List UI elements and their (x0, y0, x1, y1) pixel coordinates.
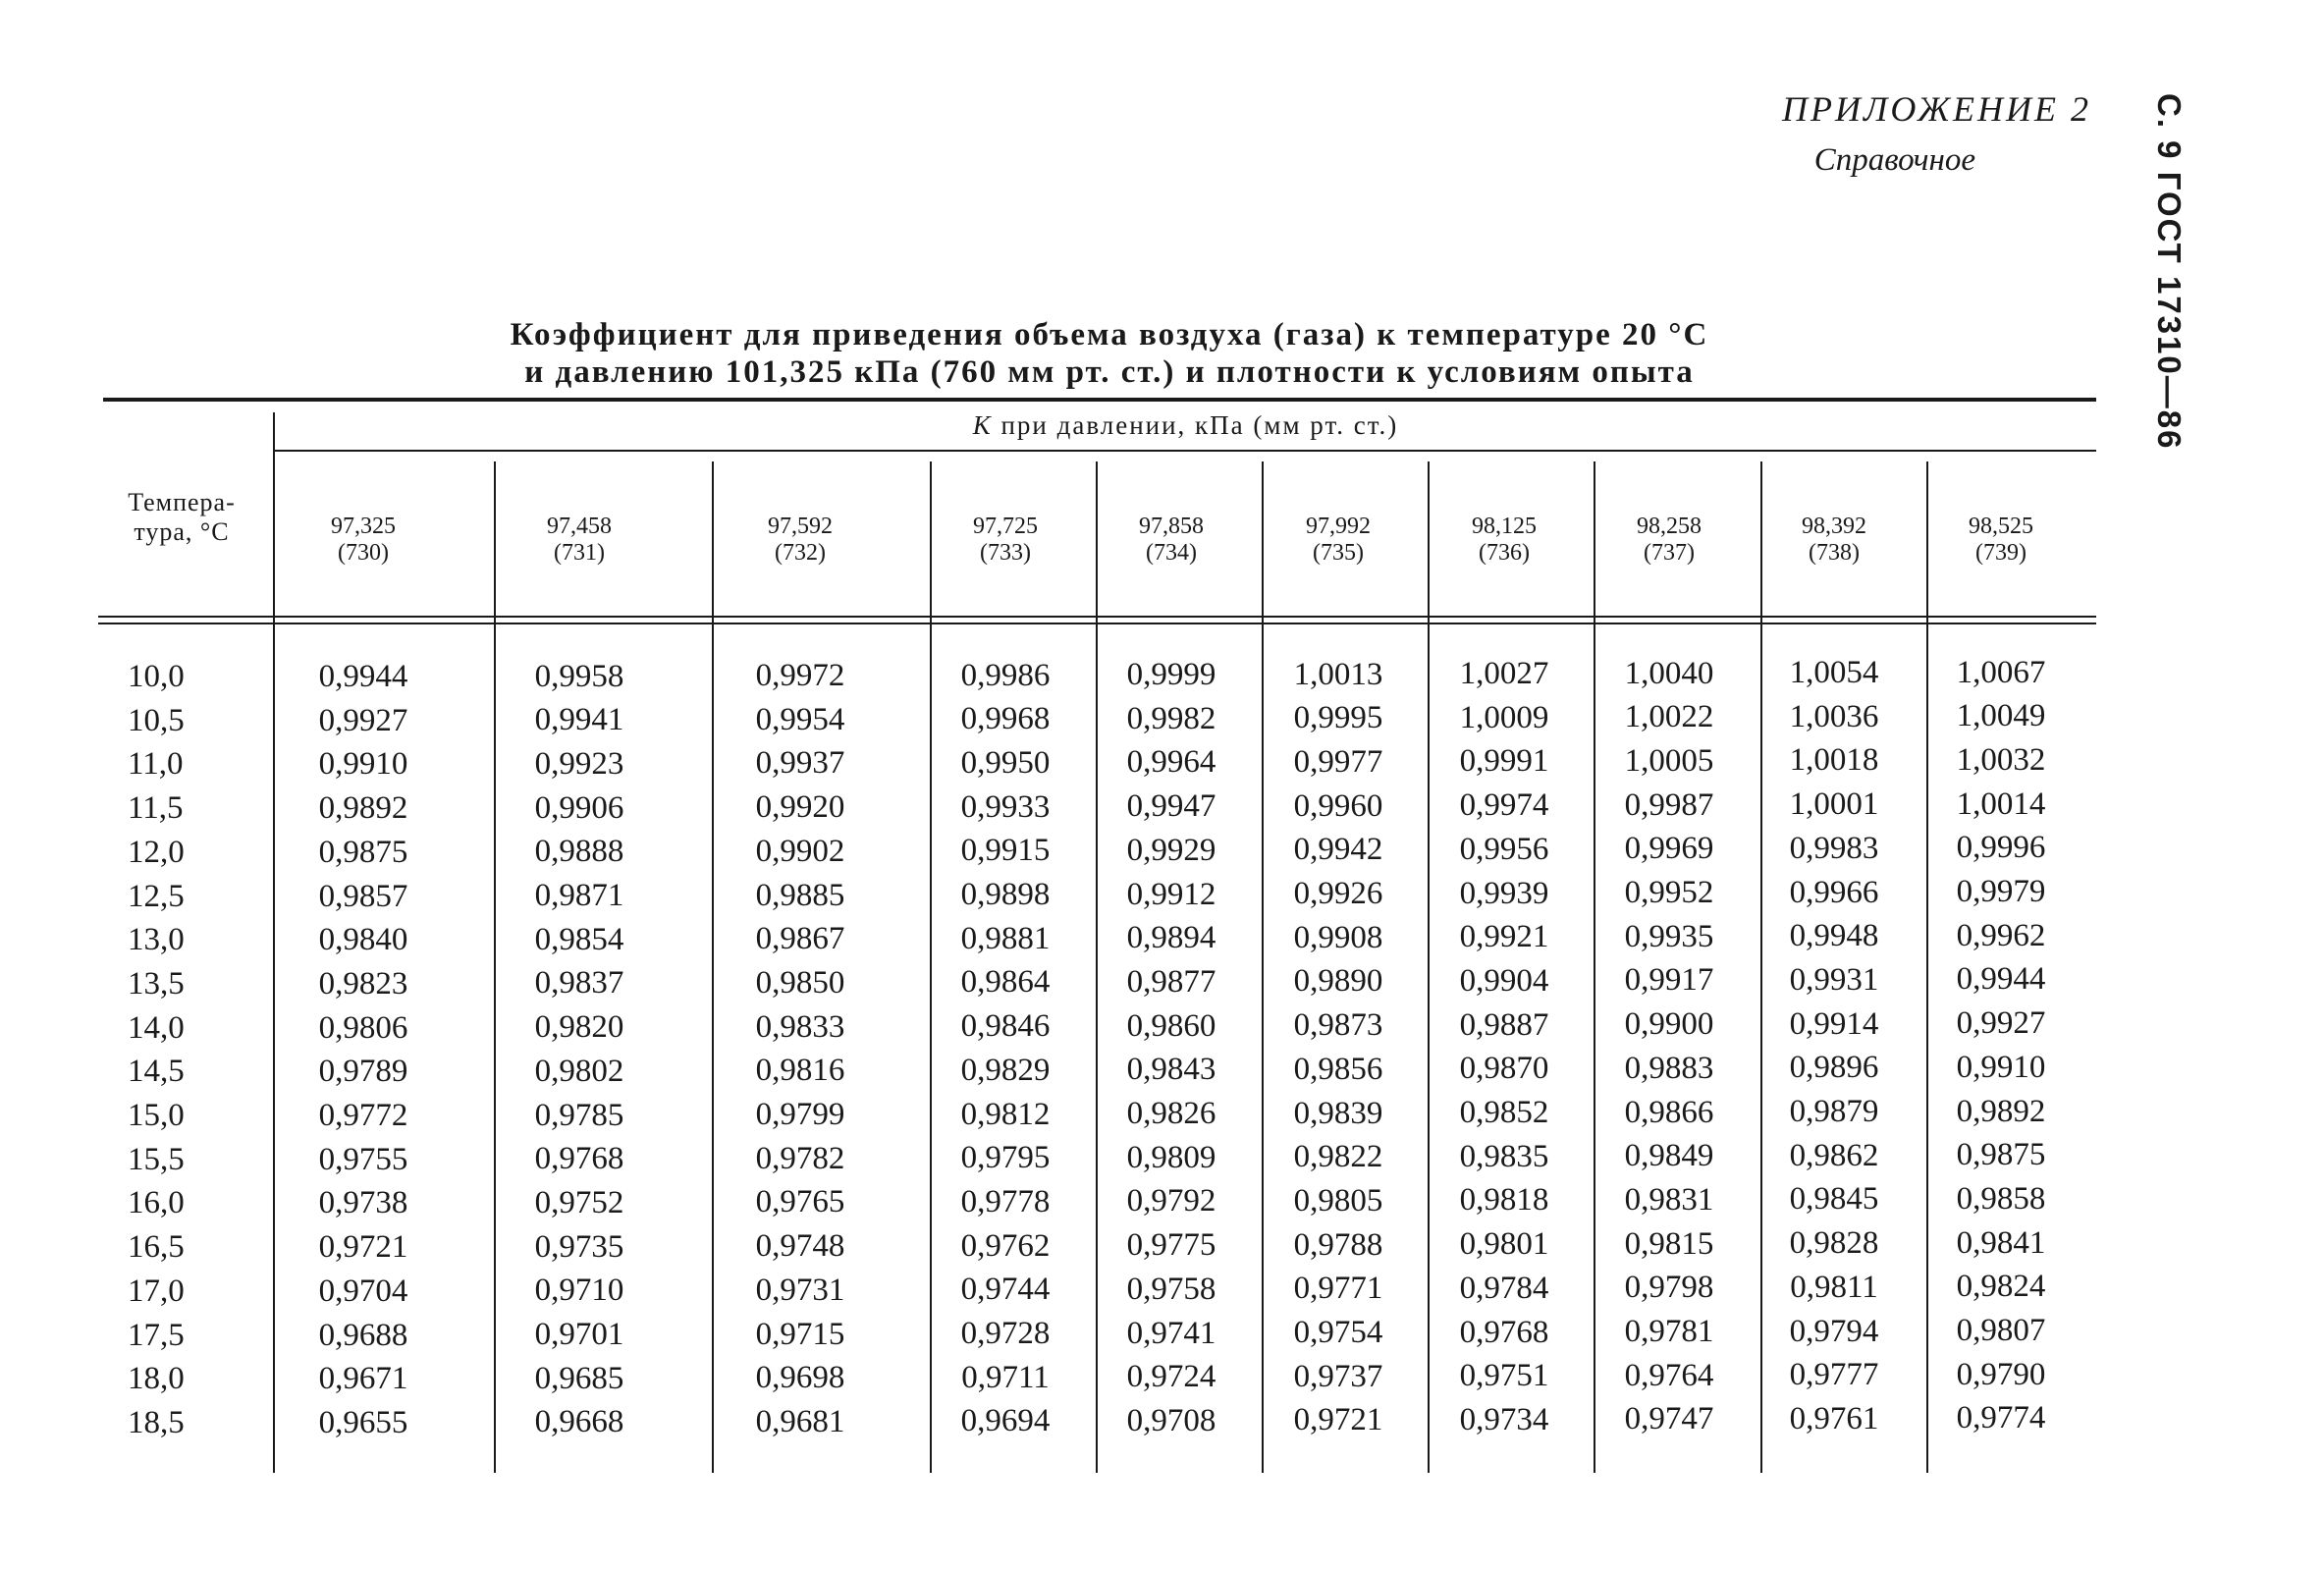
coefficient-cell: 0,9755 (318, 1141, 408, 1177)
coefficient-cell: 0,9941 (534, 702, 624, 738)
coefficient-cell: 0,9972 (755, 658, 845, 693)
coefficient-cell: 0,9885 (755, 877, 845, 913)
coefficient-cell: 0,9939 (1459, 875, 1549, 911)
coefficient-cell: 0,9741 (1126, 1315, 1216, 1351)
pressure-kpa: 97,992 (1306, 514, 1371, 539)
coefficient-cell: 0,9977 (1293, 743, 1383, 780)
coefficient-cell: 0,9843 (1126, 1052, 1216, 1088)
coefficient-cell: 0,9892 (1956, 1093, 2046, 1129)
coefficient-cell: 0,9921 (1459, 919, 1549, 955)
coefficient-cell: 0,9964 (1126, 744, 1216, 781)
temperature-value: 14,5 (128, 1054, 185, 1090)
coefficient-cell: 0,9887 (1459, 1006, 1549, 1043)
coefficient-cell: 0,9775 (1126, 1227, 1216, 1264)
coefficient-cell: 0,9837 (534, 965, 624, 1002)
coefficient-cell: 0,9798 (1624, 1270, 1714, 1306)
coefficient-cell: 0,9761 (1789, 1400, 1879, 1436)
coefficient-cell: 0,9999 (1126, 657, 1216, 692)
coefficient-cell: 0,9694 (960, 1403, 1051, 1439)
pressure-mmhg: (733) (980, 540, 1031, 566)
coefficient-cell: 1,0067 (1956, 654, 2046, 690)
pressure-column-header (511, 514, 648, 567)
k-header-text: при давлении, кПа (мм рт. ст.) (992, 410, 1399, 440)
k-symbol: К (972, 410, 993, 440)
coefficient-cell: 0,9969 (1624, 831, 1714, 867)
coefficient-cell: 0,9931 (1789, 961, 1879, 998)
column-divider (1096, 461, 1098, 1473)
coefficient-cell: 0,9927 (318, 702, 408, 738)
coefficient-cell: 0,9870 (1459, 1051, 1549, 1087)
pressure-mmhg: (736) (1479, 540, 1530, 566)
k-header-rule (275, 450, 2096, 452)
coefficient-cell: 0,9987 (1624, 786, 1714, 823)
temperature-value: 10,0 (128, 659, 185, 694)
coefficient-cell: 0,9807 (1956, 1313, 2046, 1348)
coefficient-cell: 0,9864 (960, 964, 1051, 1001)
pressure-kpa: 98,525 (1969, 514, 2033, 539)
coefficient-cell: 1,0018 (1789, 742, 1879, 779)
coefficient-cell: 0,9933 (960, 788, 1051, 825)
coefficient-cell: 0,9840 (318, 922, 408, 958)
temperature-header-line-2: тура, °С (134, 517, 230, 546)
coefficient-cell: 0,9668 (534, 1404, 624, 1440)
coefficient-cell: 0,9788 (1293, 1226, 1383, 1263)
coefficient-cell: 0,9823 (318, 965, 408, 1002)
temperature-value: 17,5 (128, 1317, 185, 1353)
coefficient-cell: 0,9974 (1459, 787, 1549, 824)
pressure-column-header (731, 514, 869, 567)
coefficient-cell: 0,9906 (534, 789, 624, 826)
coefficient-cell: 0,9701 (534, 1317, 624, 1352)
coefficient-cell: 0,9948 (1789, 918, 1879, 954)
column-divider (1262, 461, 1264, 1473)
coefficient-cell: 0,9799 (755, 1097, 845, 1132)
coefficient-cell: 0,9688 (318, 1317, 408, 1353)
coefficient-cell: 1,0032 (1956, 741, 2046, 778)
coefficient-cell: 0,9785 (534, 1097, 624, 1133)
coefficient-cell: 0,9996 (1956, 830, 2046, 866)
coefficient-cell: 0,9781 (1624, 1314, 1714, 1349)
coefficient-cell: 0,9873 (1293, 1007, 1383, 1044)
column-divider (1926, 461, 1928, 1473)
pressure-column-header (295, 514, 432, 567)
coefficient-cell: 1,0014 (1956, 786, 2046, 822)
coefficient-cell: 1,0049 (1956, 698, 2046, 734)
coefficient-cell: 0,9710 (534, 1273, 624, 1309)
coefficient-cell: 1,0022 (1624, 699, 1714, 735)
pressure-mmhg: (731) (554, 540, 605, 566)
coefficient-cell: 0,9802 (534, 1053, 624, 1089)
pressure-kpa: 97,325 (331, 514, 396, 539)
coefficient-cell: 0,9871 (534, 878, 624, 913)
coefficient-cell: 0,9765 (755, 1184, 845, 1220)
coefficient-cell: 0,9715 (755, 1316, 845, 1352)
coefficient-cell: 0,9831 (1624, 1181, 1714, 1218)
coefficient-cell: 0,9966 (1789, 874, 1879, 910)
coefficient-cell: 0,9929 (1126, 832, 1216, 868)
pressure-mmhg: (732) (775, 540, 826, 566)
coefficient-cell: 0,9983 (1789, 830, 1879, 866)
temperature-value: 15,0 (128, 1098, 185, 1133)
temperature-header (103, 488, 260, 547)
coefficient-cell: 0,9721 (1293, 1402, 1383, 1438)
coefficient-cell: 1,0027 (1459, 656, 1549, 691)
coefficient-cell: 0,9758 (1126, 1271, 1216, 1307)
coefficient-cell: 0,9896 (1789, 1050, 1879, 1086)
coefficient-cell: 0,9818 (1459, 1182, 1549, 1219)
coefficient-cell: 0,9982 (1126, 700, 1216, 736)
table-top-rule (103, 398, 2096, 402)
column-divider (1428, 461, 1430, 1473)
coefficient-cell: 0,9771 (1293, 1271, 1383, 1307)
coefficient-cell: 0,9809 (1126, 1139, 1216, 1175)
temperature-value: 12,0 (128, 834, 185, 870)
coefficient-cell: 0,9845 (1789, 1181, 1879, 1218)
coefficient-cell: 0,9698 (755, 1360, 845, 1396)
coefficient-cell: 0,9815 (1624, 1225, 1714, 1262)
coefficient-cell: 0,9920 (755, 789, 845, 826)
temp-column-divider (273, 412, 275, 1473)
coefficient-cell: 0,9778 (960, 1183, 1051, 1219)
pressure-column-header (1600, 514, 1738, 567)
coefficient-cell: 0,9962 (1956, 917, 2046, 953)
pressure-kpa: 97,725 (973, 514, 1038, 539)
coefficient-cell: 0,9860 (1126, 1007, 1216, 1044)
pressure-kpa: 97,858 (1139, 514, 1204, 539)
temperature-value: 18,0 (128, 1361, 185, 1397)
coefficient-cell: 0,9822 (1293, 1139, 1383, 1175)
caption-line-2: и давлению 101,325 кПа (760 мм рт. ст.) и плотности к условиям опыта (524, 354, 1695, 390)
coefficient-cell: 0,9877 (1126, 963, 1216, 1000)
coefficient-cell: 0,9935 (1624, 918, 1714, 954)
coefficient-cell: 0,9942 (1293, 832, 1383, 868)
coefficient-cell: 0,9881 (960, 920, 1051, 956)
coefficient-cell: 0,9852 (1459, 1095, 1549, 1130)
coefficient-cell: 0,9952 (1624, 875, 1714, 910)
appendix-subtitle: Справочное (1813, 142, 1975, 178)
coefficient-cell: 0,9875 (318, 834, 408, 870)
coefficient-cell: 0,9820 (534, 1009, 624, 1046)
appendix-title: ПРИЛОЖЕНИЕ 2 (1782, 89, 2091, 129)
coefficient-cell: 0,9910 (1956, 1049, 2046, 1085)
coefficient-cell: 0,9816 (755, 1053, 845, 1089)
coefficient-cell: 0,9902 (755, 833, 845, 869)
coefficient-cell: 0,9912 (1126, 876, 1216, 912)
coefficient-cell: 1,0009 (1459, 699, 1549, 735)
pressure-mmhg: (730) (338, 540, 389, 566)
coefficient-cell: 0,9927 (1956, 1005, 2046, 1042)
pressure-kpa: 98,125 (1472, 514, 1537, 539)
temperature-header-line-1: Темпера- (128, 488, 236, 516)
coefficient-cell: 0,9782 (755, 1140, 845, 1176)
coefficient-cell: 0,9937 (755, 745, 845, 782)
column-divider (1594, 461, 1595, 1473)
coefficient-cell: 0,9805 (1293, 1182, 1383, 1219)
coefficient-cell: 0,9960 (1293, 787, 1383, 824)
coefficient-cell: 0,9915 (960, 833, 1051, 869)
coefficient-cell: 1,0036 (1789, 698, 1879, 734)
pressure-mmhg: (738) (1809, 540, 1860, 566)
column-divider (1760, 461, 1762, 1473)
coefficient-cell: 0,9867 (755, 921, 845, 957)
coefficient-cell: 0,9879 (1789, 1094, 1879, 1129)
coefficient-cell: 0,9892 (318, 790, 408, 827)
coefficient-cell: 0,9968 (960, 701, 1051, 737)
pressure-column-header (937, 514, 1074, 567)
pressure-kpa: 97,458 (547, 514, 612, 539)
pressure-mmhg: (739) (1975, 540, 2027, 566)
coefficient-cell: 0,9991 (1459, 743, 1549, 780)
coefficient-cell: 0,9923 (534, 745, 624, 782)
caption-line-1: Коэффициент для приведения объема воздуха (газа) к температуре 20 °С (510, 317, 1709, 352)
coefficient-cell: 0,9829 (960, 1052, 1051, 1088)
pressure-column-header (1270, 514, 1407, 567)
coefficient-cell: 0,9655 (318, 1404, 408, 1440)
coefficient-cell: 0,9857 (318, 878, 408, 914)
pressure-kpa: 98,258 (1637, 514, 1702, 539)
coefficient-cell: 0,9812 (960, 1096, 1051, 1132)
column-divider (712, 461, 714, 1473)
temperature-value: 14,0 (128, 1009, 185, 1046)
temperature-value: 12,5 (128, 878, 185, 914)
coefficient-cell: 0,9850 (755, 964, 845, 1001)
temperature-value: 10,5 (128, 702, 185, 738)
coefficient-cell: 0,9772 (318, 1098, 408, 1133)
coefficient-cell: 0,9866 (1624, 1094, 1714, 1130)
pressure-column-header (1765, 514, 1903, 567)
temperature-value: 13,0 (128, 922, 185, 958)
coefficient-cell: 0,9958 (534, 658, 624, 694)
coefficient-cell: 0,9792 (1126, 1183, 1216, 1219)
coefficient-cell: 0,9839 (1293, 1095, 1383, 1131)
coefficient-cell: 0,9841 (1956, 1224, 2046, 1261)
pressure-mmhg: (735) (1313, 540, 1364, 566)
coefficient-cell: 0,9828 (1789, 1225, 1879, 1262)
pressure-kpa: 97,592 (768, 514, 833, 539)
temperature-value: 15,5 (128, 1141, 185, 1177)
coefficient-cell: 0,9979 (1956, 874, 2046, 909)
coefficient-cell: 0,9826 (1126, 1096, 1216, 1131)
coefficient-cell: 0,9762 (960, 1227, 1051, 1264)
coefficient-cell: 0,9824 (1956, 1269, 2046, 1305)
coefficient-cell: 0,9875 (1956, 1137, 2046, 1173)
coefficient-cell: 0,9794 (1789, 1313, 1879, 1349)
coefficient-cell: 1,0005 (1624, 742, 1714, 779)
coefficient-cell: 0,9858 (1956, 1180, 2046, 1217)
coefficient-cell: 0,9954 (755, 701, 845, 737)
coefficient-cell: 0,9947 (1126, 788, 1216, 825)
coefficient-cell: 0,9862 (1789, 1137, 1879, 1173)
coefficient-cell: 0,9914 (1789, 1005, 1879, 1042)
coefficient-cell: 0,9738 (318, 1185, 408, 1221)
coefficient-cell: 0,9944 (1956, 961, 2046, 998)
coefficient-cell: 0,9764 (1624, 1357, 1714, 1393)
coefficient-cell: 0,9898 (960, 877, 1051, 912)
coefficient-cell: 0,9846 (960, 1008, 1051, 1045)
coefficient-cell: 0,9795 (960, 1140, 1051, 1176)
coefficient-cell: 0,9790 (1956, 1356, 2046, 1392)
pressure-column-header (1435, 514, 1573, 567)
coefficient-cell: 0,9833 (755, 1008, 845, 1045)
coefficient-cell: 0,9986 (960, 657, 1051, 693)
coefficient-cell: 0,9784 (1459, 1270, 1549, 1306)
coefficient-cell: 0,9806 (318, 1009, 408, 1046)
coefficient-cell: 0,9910 (318, 746, 408, 783)
pressure-column-header (1932, 514, 2070, 567)
coefficient-cell: 0,9711 (961, 1359, 1050, 1395)
coefficient-cell: 0,9721 (318, 1229, 408, 1266)
coefficient-cell: 0,9854 (534, 921, 624, 957)
temperature-value: 17,0 (128, 1273, 185, 1309)
coefficient-cell: 0,9728 (960, 1316, 1051, 1351)
pressure-mmhg: (737) (1644, 540, 1695, 566)
coefficient-cell: 0,9900 (1624, 1006, 1714, 1043)
temperature-value: 16,5 (128, 1229, 185, 1266)
table-caption (373, 316, 1846, 391)
coefficient-cell: 0,9894 (1126, 920, 1216, 956)
coefficient-cell: 0,9747 (1624, 1401, 1714, 1437)
coefficient-cell: 0,9801 (1459, 1226, 1549, 1263)
coefficient-cell: 1,0001 (1789, 786, 1879, 823)
temperature-value: 11,0 (128, 746, 184, 783)
coefficient-cell: 0,9774 (1956, 1400, 2046, 1436)
coefficient-cell: 0,9708 (1126, 1402, 1216, 1438)
coefficient-cell: 0,9735 (534, 1228, 624, 1265)
coefficient-cell: 0,9704 (318, 1273, 408, 1309)
coefficient-cell: 0,9789 (318, 1054, 408, 1090)
coefficient-cell: 0,9748 (755, 1228, 845, 1265)
page-standard-code: С. 9 ГОСТ 17310—86 (2151, 93, 2188, 451)
coefficient-cell: 0,9904 (1459, 962, 1549, 999)
coefficient-cell: 0,9768 (534, 1141, 624, 1177)
coefficient-cell: 0,9956 (1459, 831, 1549, 867)
coefficient-cell: 0,9752 (534, 1184, 624, 1220)
coefficient-cell: 1,0040 (1624, 655, 1714, 691)
coefficient-cell: 1,0013 (1293, 656, 1383, 692)
coefficient-cell: 0,9995 (1293, 700, 1383, 736)
coefficient-cell: 0,9908 (1293, 919, 1383, 955)
column-divider (930, 461, 932, 1473)
coefficient-cell: 0,9671 (318, 1361, 408, 1397)
coefficient-cell: 0,9835 (1459, 1138, 1549, 1174)
column-divider (494, 461, 496, 1473)
coefficient-cell: 0,9926 (1293, 876, 1383, 911)
temperature-value: 16,0 (128, 1185, 185, 1221)
coefficient-cell: 0,9751 (1459, 1358, 1549, 1394)
coefficient-cell: 0,9777 (1789, 1357, 1879, 1393)
pressure-kpa: 98,392 (1802, 514, 1866, 539)
coefficient-cell: 0,9754 (1293, 1315, 1383, 1350)
coefficient-cell: 0,9724 (1126, 1359, 1216, 1395)
coefficient-cell: 0,9917 (1624, 962, 1714, 999)
coefficient-cell: 0,9856 (1293, 1051, 1383, 1087)
coefficient-cell: 0,9944 (318, 659, 408, 694)
temperature-value: 11,5 (128, 790, 184, 827)
coefficient-cell: 0,9888 (534, 834, 624, 870)
pressure-mmhg: (734) (1146, 540, 1197, 566)
coefficient-cell: 0,9681 (755, 1403, 845, 1439)
coefficient-cell: 0,9734 (1459, 1401, 1549, 1437)
k-pressure-header (275, 410, 2096, 441)
coefficient-cell: 0,9685 (534, 1360, 624, 1396)
pressure-column-header (1103, 514, 1240, 567)
coefficient-cell: 0,9849 (1624, 1138, 1714, 1174)
coefficient-cell: 0,9737 (1293, 1358, 1383, 1394)
temperature-value: 13,5 (128, 965, 185, 1002)
coefficient-cell: 0,9768 (1459, 1314, 1549, 1350)
temperature-value: 18,5 (128, 1404, 185, 1440)
coefficient-cell: 0,9890 (1293, 963, 1383, 1000)
coefficient-cell: 0,9950 (960, 744, 1051, 781)
coefficient-cell: 0,9744 (960, 1272, 1051, 1308)
coefficient-cell: 0,9883 (1624, 1050, 1714, 1086)
coefficient-cell: 1,0054 (1789, 655, 1879, 690)
coefficient-cell: 0,9731 (755, 1272, 845, 1308)
coefficient-cell: 0,9811 (1790, 1269, 1878, 1305)
